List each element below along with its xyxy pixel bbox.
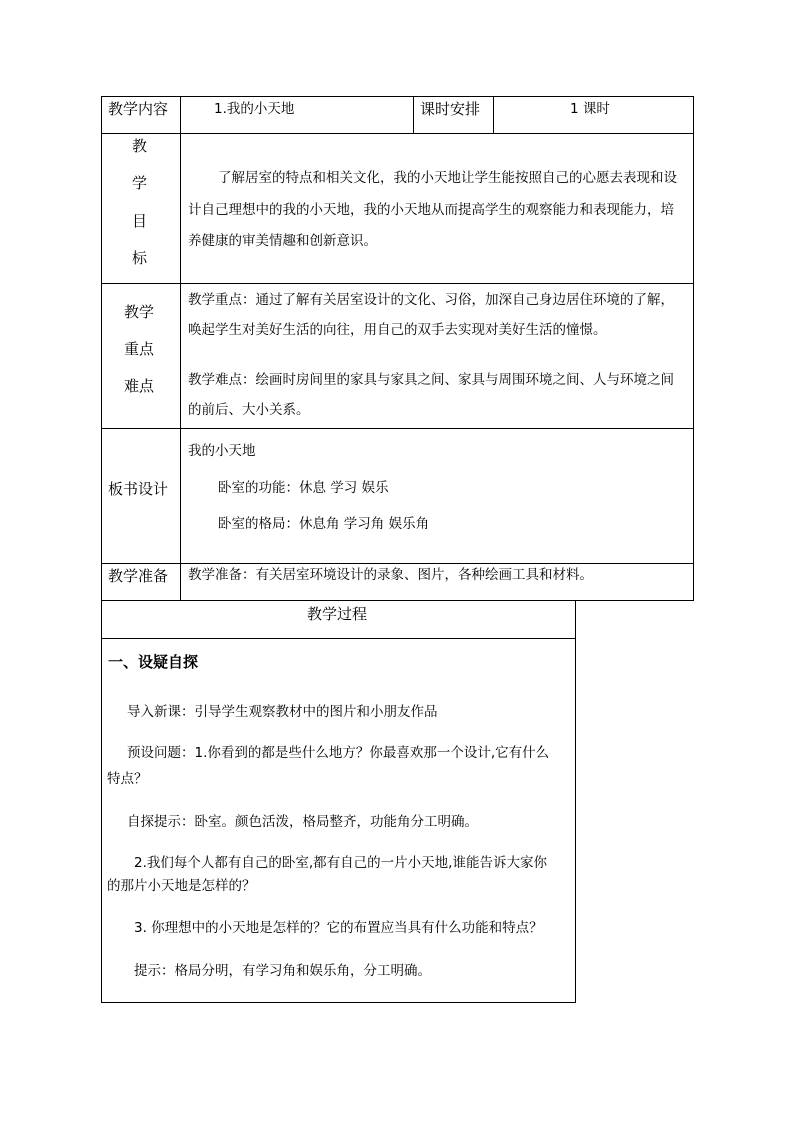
content-value: 1.我的小天地 xyxy=(214,101,295,117)
section-title: 一、设疑自探 xyxy=(108,653,199,671)
process-paragraph: 提示：格局分明，有学习角和娱乐角，分工明确。 xyxy=(134,963,431,979)
table-line xyxy=(101,638,576,639)
board-design-label: 板书设计 xyxy=(108,480,169,498)
objectives-text-line: 计自己理想中的我的小天地，我的小天地从而提高学生的观察能力和表现能力，培 xyxy=(188,202,674,218)
process-paragraph: 的那片小天地是怎样的？ xyxy=(107,878,256,894)
process-paragraph: 2.我们每个人都有自己的卧室,都有自己的一片小天地,谁能告诉大家你 xyxy=(134,855,547,871)
keypoints-label-line: 重点 xyxy=(124,340,155,358)
schedule-label: 课时安排 xyxy=(420,100,481,118)
objectives-text-line: 了解居室的特点和相关文化，我的小天地让学生能按照自己的心愿去表现和设 xyxy=(218,170,677,186)
board-design-line: 卧室的功能：休息 学习 娱乐 xyxy=(218,480,389,496)
process-paragraph: 导入新课：引导学生观察教材中的图片和小朋友作品 xyxy=(127,704,438,720)
process-paragraph: 预设问题：1.你看到的都是些什么地方？你最喜欢那一个设计,它有什么 xyxy=(127,745,550,761)
objectives-text-line: 养健康的审美情趣和创新意识。 xyxy=(188,233,377,249)
table-line xyxy=(101,600,102,1003)
objectives-label-char: 教 xyxy=(132,137,148,155)
content-label: 教学内容 xyxy=(108,100,169,118)
objectives-label-char: 标 xyxy=(132,249,148,267)
board-design-title: 我的小天地 xyxy=(188,443,256,459)
table-line xyxy=(101,96,102,601)
table-line xyxy=(180,96,181,601)
table-line xyxy=(693,96,694,601)
table-line xyxy=(101,1002,576,1003)
difficulty-text-line: 教学难点：绘画时房间里的家具与家具之间、家具与周围环境之间、人与环境之间 xyxy=(188,372,674,388)
table-line xyxy=(575,600,576,1003)
objectives-label-char: 目 xyxy=(132,212,148,230)
focus-text-line: 唤起学生对美好生活的向往，用自己的双手去实现对美好生活的憧憬。 xyxy=(188,322,607,338)
difficulty-text-line: 的前后、大小关系。 xyxy=(188,402,310,418)
table-line xyxy=(101,600,694,601)
table-line xyxy=(413,96,414,134)
objectives-label-char: 学 xyxy=(132,174,148,192)
table-line xyxy=(101,96,694,97)
keypoints-label-line: 难点 xyxy=(124,377,155,395)
table-line xyxy=(101,563,694,564)
table-line xyxy=(101,133,694,134)
process-header: 教学过程 xyxy=(307,605,368,623)
preparation-text: 教学准备：有关居室环境设计的录象、图片，各种绘画工具和材料。 xyxy=(188,567,593,583)
table-line xyxy=(101,428,694,429)
table-line xyxy=(101,283,694,284)
preparation-label: 教学准备 xyxy=(108,567,169,585)
keypoints-label-line: 教学 xyxy=(124,303,155,321)
table-line xyxy=(493,96,494,134)
process-paragraph: 自探提示：卧室。颜色活泼，格局整齐，功能角分工明确。 xyxy=(127,814,478,830)
process-paragraph: 3. 你理想中的小天地是怎样的？它的布置应当具有什么功能和特点？ xyxy=(134,920,543,936)
focus-text-line: 教学重点：通过了解有关居室设计的文化、习俗，加深自己身边居住环境的了解， xyxy=(188,292,674,308)
schedule-value: 1 课时 xyxy=(570,101,610,117)
board-design-line: 卧室的格局：休息角 学习角 娱乐角 xyxy=(218,516,430,532)
process-paragraph: 特点？ xyxy=(107,771,148,787)
